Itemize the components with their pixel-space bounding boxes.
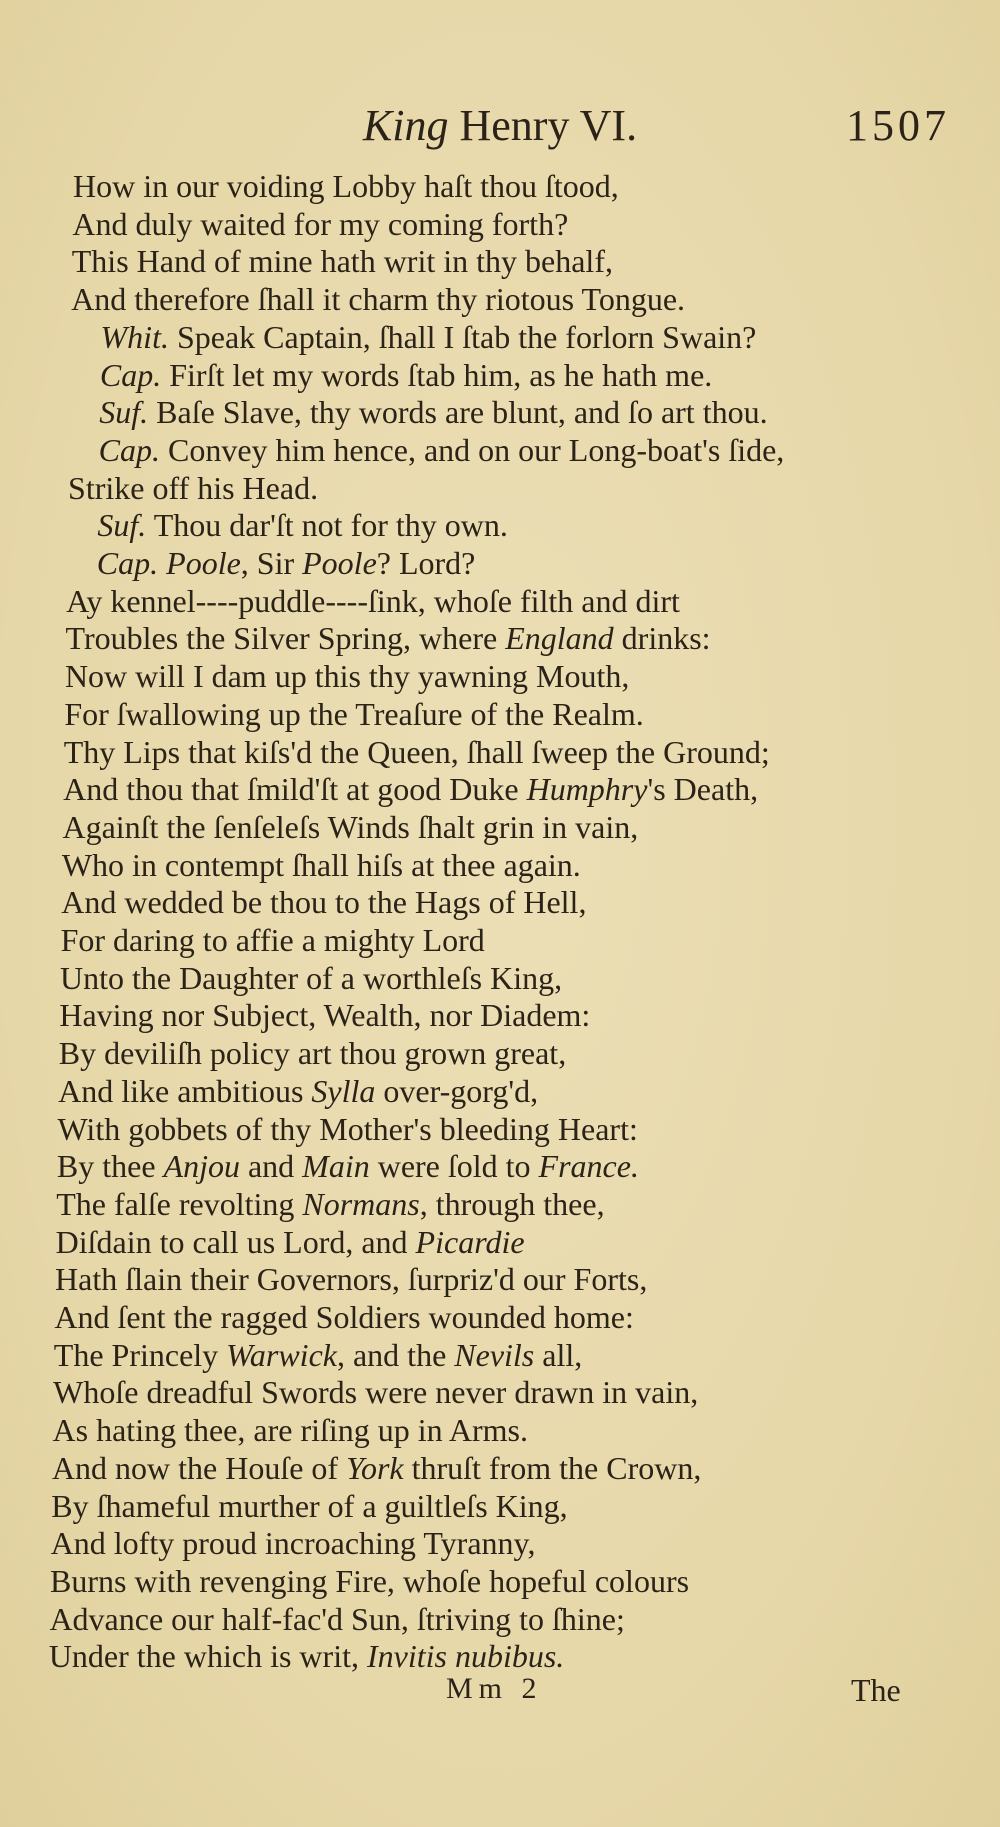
- text-segment: , and the: [336, 1336, 455, 1373]
- text-segment: And duly waited for my coming forth?: [72, 205, 569, 242]
- text-segment: Hath ſlain their Governors, ſurpriz'd our Forts,: [55, 1261, 648, 1298]
- italic-text: Normans: [302, 1185, 420, 1222]
- text-segment: And wedded be thou to the Hags of Hell,: [61, 884, 587, 921]
- italic-text: Main: [302, 1148, 370, 1185]
- text-segment: Diſdain to call us Lord, and: [55, 1223, 416, 1260]
- italic-text: Poole: [302, 545, 377, 581]
- text-segment: Baſe Slave, thy words are blunt, and ſo art thou.: [148, 394, 768, 431]
- verse-line: [64, 695, 643, 733]
- text-segment: , through thee,: [419, 1185, 605, 1222]
- text-segment: Advance our half-fac'd Sun, ſtriving to ſhine;: [49, 1600, 625, 1637]
- verse-line: [58, 1072, 538, 1110]
- italic-text: Cap.: [98, 431, 160, 468]
- italic-text: England: [505, 620, 614, 657]
- speech-line: [101, 318, 757, 356]
- italic-text: York: [346, 1449, 404, 1486]
- verse-line: [72, 205, 568, 243]
- text-segment: [158, 545, 166, 581]
- text-segment: By thee: [56, 1148, 164, 1185]
- text-segment: How in our voiding Lobby haſt thou ſtood,: [73, 168, 619, 204]
- text-segment: And therefore ſhall it charm thy riotous Tongue.: [71, 281, 686, 318]
- verse-line: [62, 846, 581, 884]
- verse-line: [57, 1147, 639, 1185]
- text-segment: ? Lord?: [376, 545, 476, 581]
- verse-line: [52, 1449, 701, 1487]
- verse-line: [50, 1562, 689, 1600]
- text-segment: Thou dar'ſt not for thy own.: [146, 507, 508, 544]
- text-segment: , Sir: [240, 545, 303, 581]
- verse-line: [62, 808, 638, 846]
- text-segment: Ay kennel----puddle----ſink, whoſe filth and dirt: [66, 582, 680, 619]
- text-segment: The Princely: [53, 1336, 227, 1373]
- text-segment: Firſt let my words ſtab him, as he hath me.: [161, 356, 713, 393]
- verse-line: [49, 1600, 624, 1638]
- text-segment: This Hand of mine hath writ in thy behalf,: [71, 243, 613, 280]
- text-segment: Thy Lips that kiſs'd the Queen, ſhall ſweep the Ground;: [63, 733, 770, 770]
- verse-line: [66, 619, 711, 657]
- verse-line: [65, 657, 629, 695]
- text-segment: And ſent the ragged Soldiers wounded home:: [54, 1299, 634, 1335]
- verse-line: [73, 167, 619, 205]
- verse-line: [51, 1487, 567, 1525]
- text-segment: all,: [534, 1336, 583, 1373]
- text-segment: And thou that ſmild'ſt at good Duke: [63, 771, 527, 808]
- verse-line: [56, 1223, 525, 1261]
- italic-text: Anjou: [163, 1148, 240, 1185]
- speech-line: [100, 356, 712, 394]
- verse-line: [63, 770, 758, 808]
- italic-text: Whit.: [100, 318, 169, 355]
- verse-line: [53, 1411, 528, 1449]
- verse-line: [59, 996, 590, 1034]
- verse-line: [54, 1336, 582, 1374]
- text-segment: Strike off his Head.: [68, 469, 319, 506]
- italic-text: Cap.: [99, 356, 162, 393]
- text-segment: With gobbets of thy Mother's bleeding Heart:: [57, 1110, 638, 1147]
- text-segment: Now will I dam up this thy yawning Mouth,: [64, 658, 630, 695]
- text-segment: And lofty proud incroaching Tyranny,: [50, 1525, 536, 1562]
- text-segment: And like ambitious: [58, 1072, 312, 1109]
- verse-line: [61, 921, 485, 959]
- text-segment: Burns with revenging Fire, whoſe hopeful colours: [50, 1562, 690, 1599]
- running-head-text: Henry VI.: [448, 101, 638, 150]
- speech-line: [97, 506, 507, 544]
- speech-line: [99, 393, 767, 431]
- text-segment: Convey him hence, and on our Long-boat's ſide,: [160, 431, 785, 468]
- text-segment: and: [239, 1148, 303, 1185]
- verse-line: [61, 883, 586, 921]
- verse-line: [68, 469, 318, 507]
- verse-line: [59, 1034, 566, 1072]
- text-segment: Who in contempt ſhall hiſs at thee again.: [61, 846, 581, 883]
- catchword: The: [851, 1672, 901, 1708]
- speech-line: [99, 431, 785, 469]
- verse-line: [54, 1298, 633, 1336]
- verse-line: [56, 1185, 604, 1223]
- text-segment: Speak Captain, ſhall I ſtab the forlorn Swain?: [168, 318, 757, 355]
- text-segment: And now the Houſe of: [51, 1449, 347, 1486]
- italic-text: Suf.: [97, 507, 147, 544]
- text-segment: thruſt from the Crown,: [403, 1449, 702, 1486]
- text-segment: were ſold to: [369, 1148, 539, 1185]
- running-head-italic: King: [362, 101, 449, 150]
- italic-text: Humphry: [526, 771, 648, 808]
- italic-text: Sylla: [311, 1072, 376, 1109]
- verse-line: [72, 242, 613, 280]
- italic-text: Picardie: [415, 1223, 525, 1260]
- verse-line: [66, 582, 680, 620]
- text-segment: By ſhameful murther of a guiltleſs King,: [51, 1487, 568, 1524]
- text-segment: Having nor Subject, Wealth, nor Diadem:: [59, 997, 591, 1034]
- italic-text: Poole: [166, 545, 241, 581]
- italic-text: France.: [538, 1148, 639, 1185]
- verse-line: [64, 733, 770, 771]
- text-segment: Whoſe dreadful Swords were never drawn in vain,: [53, 1374, 699, 1411]
- text-segment: For daring to affie a mighty Lord: [60, 922, 485, 958]
- italic-text: Nevils: [454, 1336, 535, 1373]
- verse-line: [53, 1373, 698, 1411]
- verse-line: [58, 1110, 638, 1148]
- text-segment: For ſwallowing up the Treaſure of the Realm.: [64, 695, 644, 732]
- text-segment: drinks:: [613, 620, 711, 657]
- signature-mark: Mm 2: [446, 1672, 543, 1705]
- verse-line: [71, 280, 685, 318]
- italic-text: Cap.: [96, 545, 159, 581]
- page-number: 1507: [846, 101, 950, 150]
- text-segment: Unto the Daughter of a worthleſs King,: [59, 959, 563, 996]
- text-segment: 's Death,: [647, 771, 759, 808]
- italic-text: Warwick: [226, 1336, 337, 1373]
- italic-text: Invitis nubibus.: [366, 1638, 565, 1675]
- text-segment: By deviliſh policy art thou grown great,: [58, 1035, 567, 1072]
- verse-line: [60, 959, 562, 997]
- text-segment: The falſe revolting: [56, 1185, 303, 1222]
- speech-line: [97, 544, 476, 582]
- text-segment: over-gorg'd,: [375, 1072, 539, 1109]
- verse-line: [51, 1524, 536, 1562]
- italic-text: Suf.: [99, 394, 149, 431]
- text-segment: As hating thee, are riſing up in Arms.: [52, 1412, 528, 1449]
- text-segment: Againſt the ſenſeleſs Winds ſhalt grin in vain,: [62, 808, 639, 845]
- text-segment: Under the which is writ,: [48, 1638, 367, 1675]
- verse-line: [55, 1260, 647, 1298]
- text-segment: Troubles the Silver Spring, where: [65, 620, 506, 657]
- verse-line: [49, 1637, 564, 1675]
